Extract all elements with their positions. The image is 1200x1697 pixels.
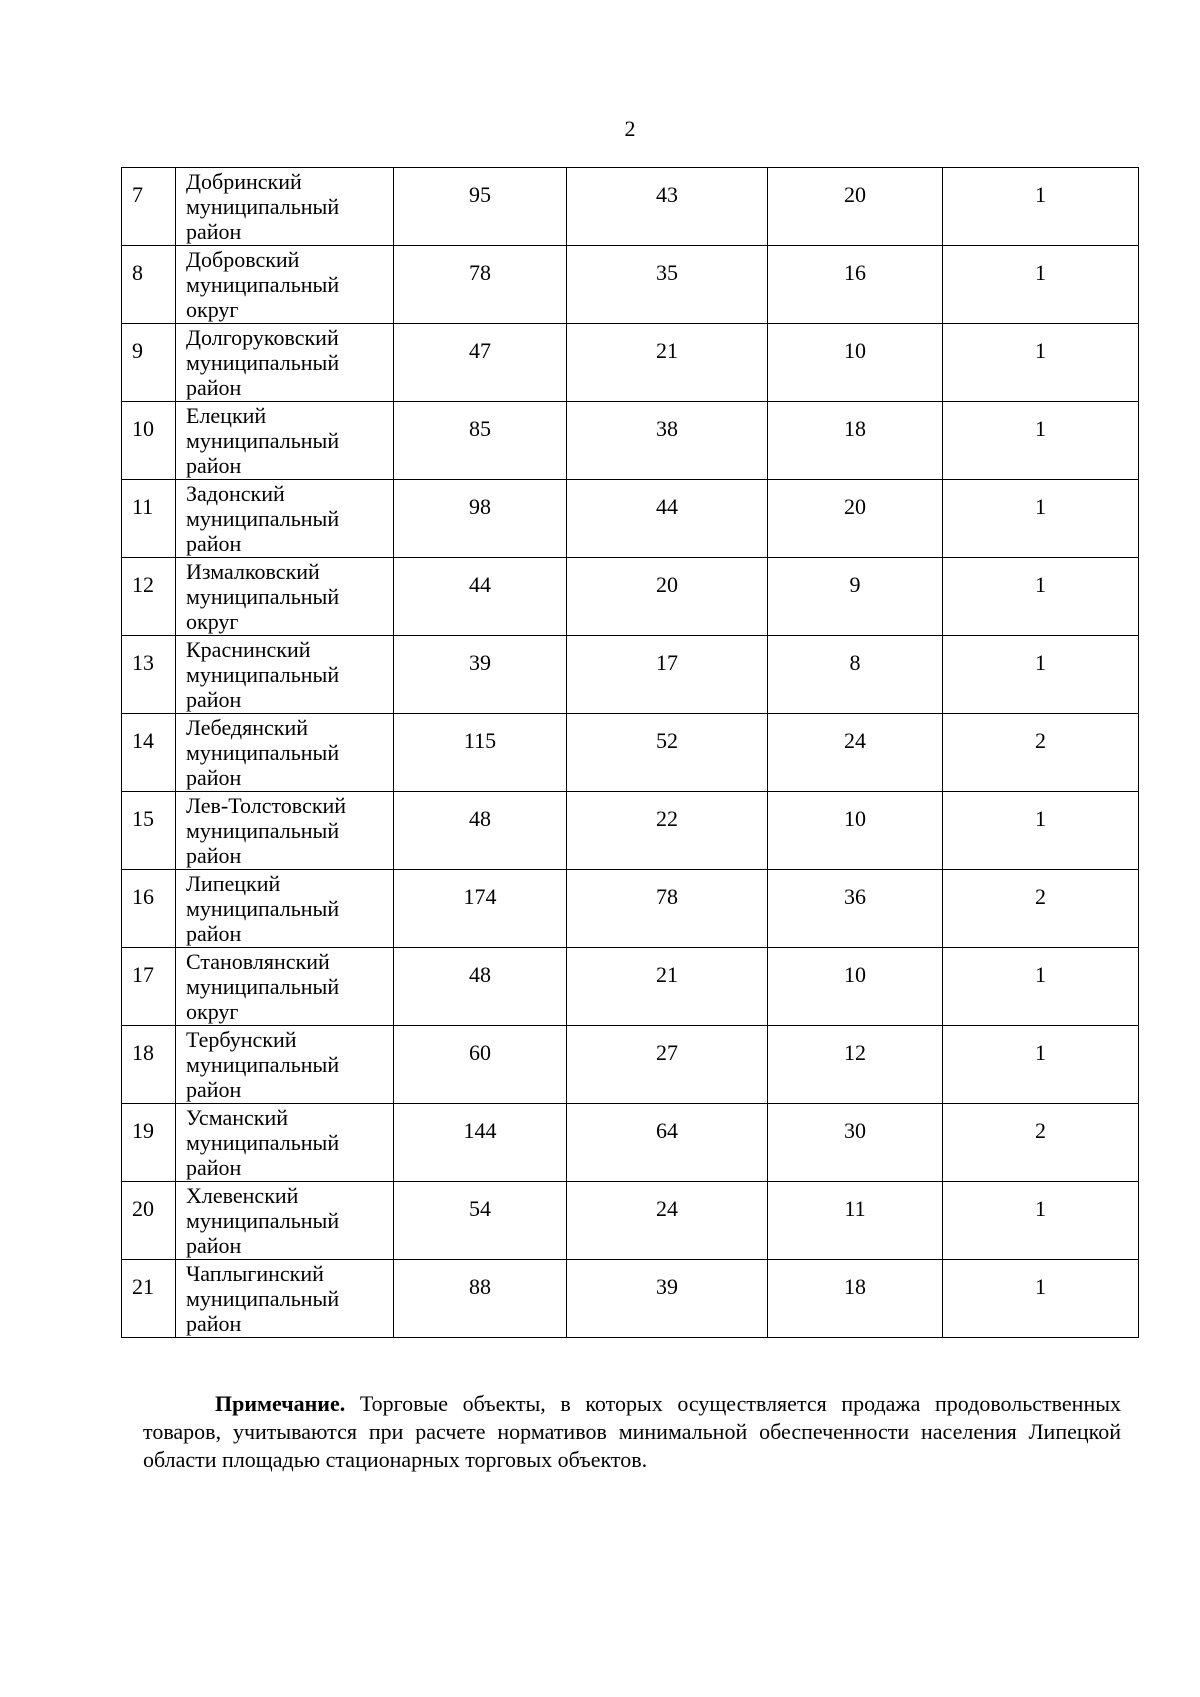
value-cell-4 bbox=[943, 246, 1139, 324]
value-3: 11 bbox=[844, 1195, 866, 1221]
value-1: 144 bbox=[463, 1117, 497, 1143]
row-number-cell bbox=[122, 246, 176, 324]
table-row bbox=[122, 636, 1139, 714]
row-number: 19 bbox=[132, 1117, 154, 1143]
district-name-line: район bbox=[186, 1155, 242, 1180]
value-cell-2 bbox=[567, 1182, 768, 1260]
district-name-line: муниципальный bbox=[186, 1052, 340, 1077]
value-cell-4 bbox=[943, 324, 1139, 402]
value-cell-3 bbox=[768, 402, 943, 480]
value-cell-4 bbox=[943, 714, 1139, 792]
value-cell-2 bbox=[567, 870, 768, 948]
row-number: 7 bbox=[132, 181, 143, 207]
table-row bbox=[122, 870, 1139, 948]
district-name-line: муниципальный bbox=[186, 194, 340, 219]
value-cell-4 bbox=[943, 1182, 1139, 1260]
table-row bbox=[122, 1260, 1139, 1338]
district-name-line: муниципальный bbox=[186, 974, 340, 999]
value-1: 54 bbox=[469, 1195, 491, 1221]
value-4: 1 bbox=[1035, 805, 1046, 831]
row-number-cell bbox=[122, 168, 176, 246]
note-label: Примечание. bbox=[215, 1391, 346, 1416]
value-cell-3 bbox=[768, 948, 943, 1026]
value-cell-1 bbox=[394, 870, 567, 948]
value-4: 1 bbox=[1035, 961, 1046, 987]
value-3: 10 bbox=[844, 805, 866, 831]
value-cell-1 bbox=[394, 324, 567, 402]
district-name-line: Измалковский bbox=[186, 559, 320, 584]
value-cell-4 bbox=[943, 1260, 1139, 1338]
district-name-cell bbox=[176, 792, 394, 870]
value-cell-2 bbox=[567, 402, 768, 480]
row-number-cell bbox=[122, 948, 176, 1026]
value-1: 48 bbox=[469, 805, 491, 831]
district-name-line: Долгоруковский bbox=[186, 325, 339, 350]
value-2: 24 bbox=[656, 1195, 678, 1221]
district-name-cell bbox=[176, 324, 394, 402]
row-number-cell bbox=[122, 636, 176, 714]
district-name-line: Лев-Толстовский bbox=[186, 793, 347, 818]
row-number: 10 bbox=[132, 415, 154, 441]
district-name-cell bbox=[176, 1260, 394, 1338]
district-name-cell bbox=[176, 1026, 394, 1104]
value-cell-3 bbox=[768, 870, 943, 948]
value-4: 1 bbox=[1035, 181, 1046, 207]
district-name-cell bbox=[176, 402, 394, 480]
table-row bbox=[122, 402, 1139, 480]
value-3: 24 bbox=[844, 727, 866, 753]
value-cell-3 bbox=[768, 480, 943, 558]
table-row bbox=[122, 324, 1139, 402]
value-4: 1 bbox=[1035, 649, 1046, 675]
value-cell-1 bbox=[394, 948, 567, 1026]
value-cell-2 bbox=[567, 480, 768, 558]
row-number-cell bbox=[122, 324, 176, 402]
value-2: 17 bbox=[656, 649, 678, 675]
value-cell-1 bbox=[394, 402, 567, 480]
district-name-cell bbox=[176, 1104, 394, 1182]
value-3: 36 bbox=[844, 883, 866, 909]
value-cell-1 bbox=[394, 714, 567, 792]
value-cell-3 bbox=[768, 714, 943, 792]
district-name-line: Добринский bbox=[186, 169, 302, 194]
row-number-cell bbox=[122, 1182, 176, 1260]
value-2: 78 bbox=[656, 883, 678, 909]
value-1: 115 bbox=[463, 727, 497, 753]
value-3: 10 bbox=[844, 337, 866, 363]
table-row bbox=[122, 714, 1139, 792]
value-cell-2 bbox=[567, 948, 768, 1026]
value-1: 85 bbox=[469, 415, 491, 441]
value-cell-4 bbox=[943, 1026, 1139, 1104]
district-name-line: муниципальный bbox=[186, 506, 340, 531]
district-name-line: Хлевенский bbox=[186, 1183, 299, 1208]
value-cell-1 bbox=[394, 480, 567, 558]
value-2: 44 bbox=[656, 493, 678, 519]
district-name-line: муниципальный bbox=[186, 272, 340, 297]
table-row bbox=[122, 246, 1139, 324]
district-name-line: Задонский bbox=[186, 481, 285, 506]
value-cell-4 bbox=[943, 1104, 1139, 1182]
value-1: 48 bbox=[469, 961, 491, 987]
value-cell-1 bbox=[394, 168, 567, 246]
row-number-cell bbox=[122, 792, 176, 870]
page-number: 2 bbox=[624, 116, 636, 141]
district-name-line: муниципальный bbox=[186, 1208, 340, 1233]
value-3: 12 bbox=[844, 1039, 866, 1065]
district-name-cell bbox=[176, 558, 394, 636]
value-cell-1 bbox=[394, 1260, 567, 1338]
district-name-line: район bbox=[186, 687, 242, 712]
value-cell-1 bbox=[394, 558, 567, 636]
value-cell-1 bbox=[394, 636, 567, 714]
row-number: 20 bbox=[132, 1195, 154, 1221]
value-1: 98 bbox=[469, 493, 491, 519]
value-4: 2 bbox=[1035, 1117, 1046, 1143]
district-name-line: Краснинский bbox=[186, 637, 311, 662]
district-name-line: район bbox=[186, 1233, 242, 1258]
row-number-cell bbox=[122, 558, 176, 636]
district-name-line: округ bbox=[186, 999, 239, 1024]
value-4: 2 bbox=[1035, 883, 1046, 909]
value-cell-4 bbox=[943, 870, 1139, 948]
row-number: 11 bbox=[132, 493, 154, 519]
value-4: 1 bbox=[1035, 1273, 1046, 1299]
value-cell-2 bbox=[567, 1104, 768, 1182]
value-2: 20 bbox=[656, 571, 678, 597]
value-1: 88 bbox=[469, 1273, 491, 1299]
value-cell-1 bbox=[394, 1026, 567, 1104]
district-name-line: район bbox=[186, 765, 242, 790]
value-2: 39 bbox=[656, 1273, 678, 1299]
table-row bbox=[122, 948, 1139, 1026]
value-cell-4 bbox=[943, 792, 1139, 870]
value-cell-2 bbox=[567, 714, 768, 792]
value-3: 9 bbox=[849, 571, 861, 597]
district-name-cell bbox=[176, 168, 394, 246]
district-name-line: район bbox=[186, 1077, 242, 1102]
district-name-line: Усманский bbox=[186, 1105, 289, 1130]
value-cell-2 bbox=[567, 792, 768, 870]
district-name-line: муниципальный bbox=[186, 584, 340, 609]
table-row bbox=[122, 1104, 1139, 1182]
value-cell-3 bbox=[768, 558, 943, 636]
row-number-cell bbox=[122, 402, 176, 480]
row-number: 14 bbox=[132, 727, 154, 753]
table-row bbox=[122, 168, 1139, 246]
value-1: 47 bbox=[469, 337, 491, 363]
value-cell-3 bbox=[768, 246, 943, 324]
value-2: 43 bbox=[656, 181, 678, 207]
row-number: 12 bbox=[132, 571, 154, 597]
district-name-line: район bbox=[186, 843, 242, 868]
note-paragraph bbox=[143, 1390, 1121, 1474]
district-name-cell bbox=[176, 246, 394, 324]
value-cell-3 bbox=[768, 1026, 943, 1104]
note-text: Торговые объекты, в которых осуществляется продажа продовольственных товаров, учитываются при расчете нормативов минимальной обеспеченности населения Липецкой области площадью стационарных торговых объектов. bbox=[143, 1391, 1122, 1472]
value-cell-2 bbox=[567, 1026, 768, 1104]
value-cell-3 bbox=[768, 792, 943, 870]
value-3: 20 bbox=[844, 181, 866, 207]
district-name-line: муниципальный bbox=[186, 1130, 340, 1155]
district-name-line: район bbox=[186, 531, 242, 556]
value-cell-3 bbox=[768, 1104, 943, 1182]
value-cell-1 bbox=[394, 1182, 567, 1260]
row-number: 9 bbox=[132, 337, 143, 363]
value-3: 18 bbox=[844, 1273, 866, 1299]
value-1: 78 bbox=[469, 259, 491, 285]
district-name-line: район bbox=[186, 219, 242, 244]
value-3: 10 bbox=[844, 961, 866, 987]
value-cell-4 bbox=[943, 480, 1139, 558]
row-number: 13 bbox=[132, 649, 154, 675]
value-3: 18 bbox=[844, 415, 866, 441]
district-name-cell bbox=[176, 714, 394, 792]
row-number-cell bbox=[122, 480, 176, 558]
value-cell-3 bbox=[768, 636, 943, 714]
district-name-line: район bbox=[186, 921, 242, 946]
value-2: 21 bbox=[656, 961, 678, 987]
row-number-cell bbox=[122, 870, 176, 948]
value-1: 174 bbox=[463, 883, 497, 909]
district-name-line: Чаплыгинский bbox=[186, 1261, 324, 1286]
row-number: 15 bbox=[132, 805, 154, 831]
value-cell-4 bbox=[943, 168, 1139, 246]
district-name-line: Лебедянский bbox=[186, 715, 308, 740]
row-number: 16 bbox=[132, 883, 154, 909]
value-cell-2 bbox=[567, 246, 768, 324]
district-name-line: муниципальный bbox=[186, 1286, 340, 1311]
value-2: 52 bbox=[656, 727, 678, 753]
district-name-cell bbox=[176, 1182, 394, 1260]
value-cell-2 bbox=[567, 168, 768, 246]
table-body bbox=[122, 168, 1139, 1338]
row-number-cell bbox=[122, 1104, 176, 1182]
district-name-line: Елецкий bbox=[186, 403, 267, 428]
value-1: 44 bbox=[469, 571, 491, 597]
value-1: 60 bbox=[469, 1039, 491, 1065]
value-cell-4 bbox=[943, 948, 1139, 1026]
district-name-line: муниципальный bbox=[186, 896, 340, 921]
district-name-cell bbox=[176, 870, 394, 948]
district-name-line: муниципальный bbox=[186, 350, 340, 375]
district-name-line: муниципальный bbox=[186, 428, 340, 453]
district-name-line: район bbox=[186, 375, 242, 400]
district-name-line: Добровский bbox=[186, 247, 300, 272]
table-row bbox=[122, 792, 1139, 870]
district-name-line: Тербунский bbox=[186, 1027, 297, 1052]
value-cell-2 bbox=[567, 558, 768, 636]
value-4: 1 bbox=[1035, 259, 1046, 285]
value-cell-2 bbox=[567, 636, 768, 714]
row-number: 18 bbox=[132, 1039, 154, 1065]
value-2: 27 bbox=[656, 1039, 678, 1065]
row-number-cell bbox=[122, 714, 176, 792]
value-4: 1 bbox=[1035, 493, 1046, 519]
table-row bbox=[122, 558, 1139, 636]
district-name-line: округ bbox=[186, 609, 239, 634]
value-2: 22 bbox=[656, 805, 678, 831]
value-cell-1 bbox=[394, 1104, 567, 1182]
value-2: 21 bbox=[656, 337, 678, 363]
value-3: 20 bbox=[844, 493, 866, 519]
value-2: 64 bbox=[656, 1117, 678, 1143]
district-name-line: Становлянский bbox=[186, 949, 330, 974]
value-4: 1 bbox=[1035, 1039, 1046, 1065]
table-row bbox=[122, 1026, 1139, 1104]
value-cell-3 bbox=[768, 168, 943, 246]
value-cell-4 bbox=[943, 636, 1139, 714]
value-cell-4 bbox=[943, 558, 1139, 636]
value-3: 30 bbox=[844, 1117, 866, 1143]
data-table bbox=[121, 167, 1139, 1338]
value-3: 8 bbox=[849, 649, 861, 675]
district-name-line: район bbox=[186, 1311, 242, 1336]
value-4: 1 bbox=[1035, 415, 1046, 441]
value-1: 39 bbox=[469, 649, 491, 675]
district-name-line: район bbox=[186, 453, 242, 478]
district-name-line: муниципальный bbox=[186, 740, 340, 765]
row-number-cell bbox=[122, 1260, 176, 1338]
district-name-line: округ bbox=[186, 297, 239, 322]
value-cell-3 bbox=[768, 1260, 943, 1338]
value-4: 2 bbox=[1035, 727, 1046, 753]
table-row bbox=[122, 480, 1139, 558]
district-name-line: муниципальный bbox=[186, 662, 340, 687]
row-number: 8 bbox=[132, 259, 143, 285]
value-cell-2 bbox=[567, 1260, 768, 1338]
value-2: 35 bbox=[656, 259, 678, 285]
value-4: 1 bbox=[1035, 337, 1046, 363]
row-number-cell bbox=[122, 1026, 176, 1104]
value-4: 1 bbox=[1035, 571, 1046, 597]
row-number: 21 bbox=[132, 1273, 154, 1299]
district-name-cell bbox=[176, 480, 394, 558]
value-cell-4 bbox=[943, 402, 1139, 480]
value-1: 95 bbox=[469, 181, 491, 207]
district-name-line: Липецкий bbox=[186, 871, 281, 896]
district-name-cell bbox=[176, 636, 394, 714]
table-row bbox=[122, 1182, 1139, 1260]
value-3: 16 bbox=[844, 259, 866, 285]
value-cell-2 bbox=[567, 324, 768, 402]
district-name-cell bbox=[176, 948, 394, 1026]
district-name-line: муниципальный bbox=[186, 818, 340, 843]
value-4: 1 bbox=[1035, 1195, 1046, 1221]
row-number: 17 bbox=[132, 961, 154, 987]
value-cell-3 bbox=[768, 1182, 943, 1260]
value-cell-3 bbox=[768, 324, 943, 402]
value-2: 38 bbox=[656, 415, 678, 441]
value-cell-1 bbox=[394, 246, 567, 324]
value-cell-1 bbox=[394, 792, 567, 870]
